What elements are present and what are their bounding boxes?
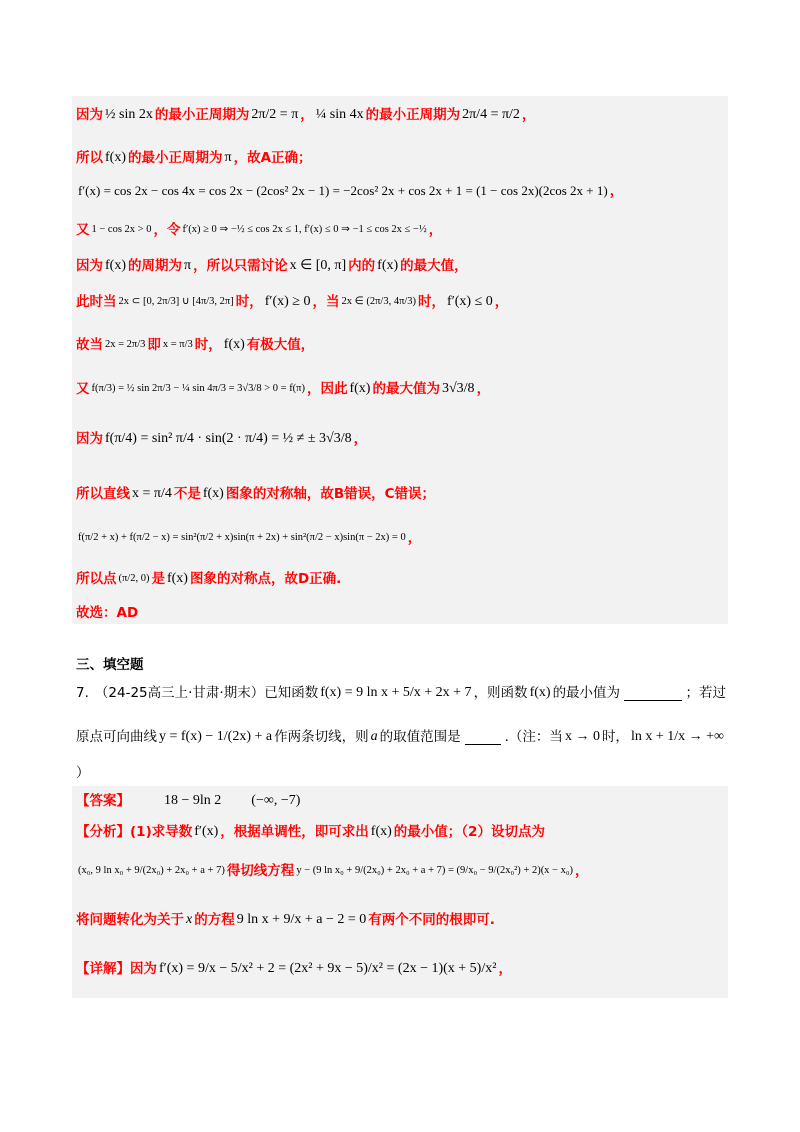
text: ，根据单调性，即可求出: [220, 824, 369, 840]
solution-line-10: [76, 485, 726, 503]
text: 因为: [130, 961, 157, 977]
text: ，: [353, 431, 368, 447]
formula: y = f(x) − 1/(2x) + a: [159, 729, 273, 744]
solution-line-11: [76, 529, 726, 547]
text: .（注：当: [504, 729, 563, 745]
text: 不是: [173, 486, 201, 502]
text: 有极大值，: [246, 337, 315, 353]
text: 时，: [194, 337, 222, 353]
text: 的最小正周期为: [128, 150, 223, 166]
text: 因为: [76, 431, 103, 447]
analysis-line-3: [76, 911, 726, 929]
text: 所以直线: [76, 486, 130, 502]
formula: ln x + 1/x → +∞: [630, 729, 724, 744]
formula: (π/2, 0): [118, 573, 150, 584]
formula: f(x) = 9 ln x + 5/x + 2x + 7: [320, 685, 472, 700]
formula: 2π/2 = π: [251, 107, 299, 122]
formula: π: [184, 258, 192, 273]
formula: f(x): [202, 486, 224, 501]
formula: 2x ∈ (2π/3, 4π/3): [341, 296, 417, 307]
text: 原点可向曲线: [76, 729, 157, 745]
formula: a: [370, 729, 378, 744]
answer-choice: 故选：AD: [76, 605, 139, 621]
text: 的最大值，: [400, 258, 468, 274]
formula: ¼ sin 4x: [315, 107, 364, 122]
solution-line-4: [76, 221, 726, 239]
text: 此时当: [76, 294, 117, 310]
answer-blank-2[interactable]: [465, 730, 501, 745]
formula: f(π/3) = ½ sin 2π/3 − ¼ sin 4π/3 = 3√3/8 > 0 = f(π): [91, 383, 305, 394]
text: 已知函数: [264, 685, 319, 701]
text: 得切线方程: [226, 863, 295, 879]
formula: x = π/4: [132, 486, 172, 501]
formula: y − (9 ln x₀ + 9/(2x₀) + 2x₀ + a + 7) = (9/x₀ − 9/(2x₀²) + 2)(x − x₀): [296, 865, 574, 876]
text: 故当: [76, 337, 103, 353]
text: 内的: [348, 258, 376, 274]
solution-line-5: [76, 257, 726, 275]
detail-line: [76, 960, 726, 978]
formula: f(π/4) = sin² π/4 · sin(2 · π/4) = ½ ≠ ± 3√3/8: [105, 431, 352, 446]
formula: (x₀, 9 ln x₀ + 9/(2x₀) + 2x₀ + a + 7): [78, 865, 225, 876]
text: 因为: [76, 107, 103, 123]
formula: x: [186, 912, 193, 927]
text: ，令: [153, 222, 181, 238]
text: 有两个不同的根即可.: [368, 912, 495, 928]
solution-line-13: [76, 604, 726, 622]
formula: f(x): [166, 571, 188, 586]
question-7-line-1: [76, 684, 726, 702]
analysis-line-1: [76, 823, 726, 841]
text: ；若过: [685, 685, 726, 701]
text: ，因此: [306, 381, 348, 397]
text: 即: [147, 337, 161, 353]
solution-line-3: [76, 182, 726, 200]
formula: x → 0: [564, 729, 600, 744]
text: 是: [151, 571, 165, 587]
text: ，: [407, 530, 422, 546]
formula: f(x): [377, 258, 399, 273]
text: 的最小正周期为: [365, 107, 461, 123]
text: ，: [428, 222, 443, 238]
text: 图象的对称轴，故B错误，C错误；: [225, 486, 436, 502]
question-7-line-2: [76, 728, 726, 746]
section-title: 三、填空题: [76, 657, 144, 673]
text: 图象的对称点，故D正确.: [189, 571, 342, 587]
formula: f′(x) = 9/x − 5/x² + 2 = (2x² + 9x − 5)/x² = (2x − 1)(x + 5)/x²: [159, 961, 497, 976]
formula: f(x): [529, 685, 551, 700]
formula: 9 ln x + 9/x + a − 2 = 0: [236, 912, 367, 927]
solution-line-1: [76, 106, 726, 124]
formula: f(x): [223, 337, 245, 352]
section-heading: [76, 656, 726, 674]
solution-line-7: [76, 336, 726, 354]
formula: 1 − cos 2x > 0: [91, 224, 152, 235]
question-number: 7.: [76, 685, 89, 701]
text: 因为: [76, 258, 103, 274]
text: 的最大值为: [372, 381, 440, 397]
text: 时，: [235, 294, 263, 310]
text: 的方程: [194, 912, 235, 928]
text: 作两条切线，则: [274, 729, 369, 745]
formula: ½ sin 2x: [105, 107, 153, 122]
formula: f′(x) = cos 2x − cos 4x = cos 2x − (2cos² 2x − 1) = −2cos² 2x + cos 2x + 1 = (1 − cos 2x)(2cos 2x + 1): [78, 183, 608, 198]
formula: f′(x): [194, 824, 219, 839]
formula: 3√3/8: [441, 381, 475, 396]
text: ，则函数: [473, 685, 528, 701]
text: 将问题转化为关于: [76, 912, 184, 928]
formula: π: [224, 150, 232, 165]
text: ，: [494, 294, 509, 310]
detail-label: 【详解】: [76, 961, 130, 977]
text: 所以: [76, 150, 103, 166]
solution-line-12: [76, 570, 726, 588]
formula: f′(x) ≤ 0: [447, 294, 493, 309]
text: ，: [476, 381, 491, 397]
text: ，: [300, 107, 314, 123]
formula: f(x): [105, 150, 126, 165]
formula: 2x = 2π/3: [105, 339, 146, 350]
formula: f(π/2 + x) + f(π/2 − x) = sin²(π/2 + x)sin(π + 2x) + sin²(π/2 − x)sin(π − 2x) = 0: [78, 532, 406, 543]
analysis-line-2: [76, 862, 726, 880]
text: 又: [76, 222, 90, 238]
formula: 2x ⊂ [0, 2π/3] ∪ [4π/3, 2π]: [118, 296, 234, 307]
text: 的周期为: [128, 258, 182, 274]
text: ，: [498, 961, 512, 977]
text: 的最小值为: [552, 685, 621, 701]
text: ，: [521, 107, 536, 123]
answer-line: [76, 792, 726, 810]
text: 又: [76, 381, 90, 397]
question-source: （24-25高三上·甘肃·期末）: [94, 685, 265, 701]
text: ，所以只需讨论: [193, 258, 288, 274]
formula: x = π/3: [162, 339, 193, 350]
text: (1)求导数: [130, 824, 193, 840]
solution-line-2: [76, 149, 726, 167]
formula: f′(x) ≥ 0: [264, 294, 311, 309]
text: ）: [76, 765, 90, 781]
text: 的最小值；（2）设切点为: [393, 824, 545, 840]
formula: 2π/4 = π/2: [462, 107, 520, 122]
text: 的取值范围是: [379, 729, 461, 745]
text: 的最小正周期为: [154, 107, 250, 123]
formula: f(x): [370, 824, 392, 839]
formula: x ∈ [0, π]: [289, 258, 347, 273]
solution-line-8: [76, 380, 726, 398]
answer-value-2: (−∞, −7): [251, 793, 301, 808]
text: ，: [575, 863, 589, 879]
solution-line-9: [76, 430, 726, 448]
text: ，当: [312, 294, 340, 310]
answer-value-1: 18 − 9ln 2: [164, 793, 222, 808]
question-7-line-3: [76, 764, 726, 782]
formula: f(x): [105, 258, 126, 273]
answer-label: 【答案】: [76, 793, 130, 809]
analysis-label: 【分析】: [76, 824, 130, 840]
text: ，: [609, 183, 624, 199]
text: 所以点: [76, 571, 117, 587]
text: 时，: [601, 729, 629, 745]
formula: f(x): [349, 381, 371, 396]
text: 时，: [418, 294, 446, 310]
answer-blank-1[interactable]: [624, 686, 681, 701]
solution-line-6: [76, 293, 726, 311]
text: ，故A正确；: [233, 150, 312, 166]
formula: f′(x) ≥ 0 ⇒ −½ ≤ cos 2x ≤ 1, f′(x) ≤ 0 ⇒ −1 ≤ cos 2x ≤ −½: [182, 224, 427, 235]
